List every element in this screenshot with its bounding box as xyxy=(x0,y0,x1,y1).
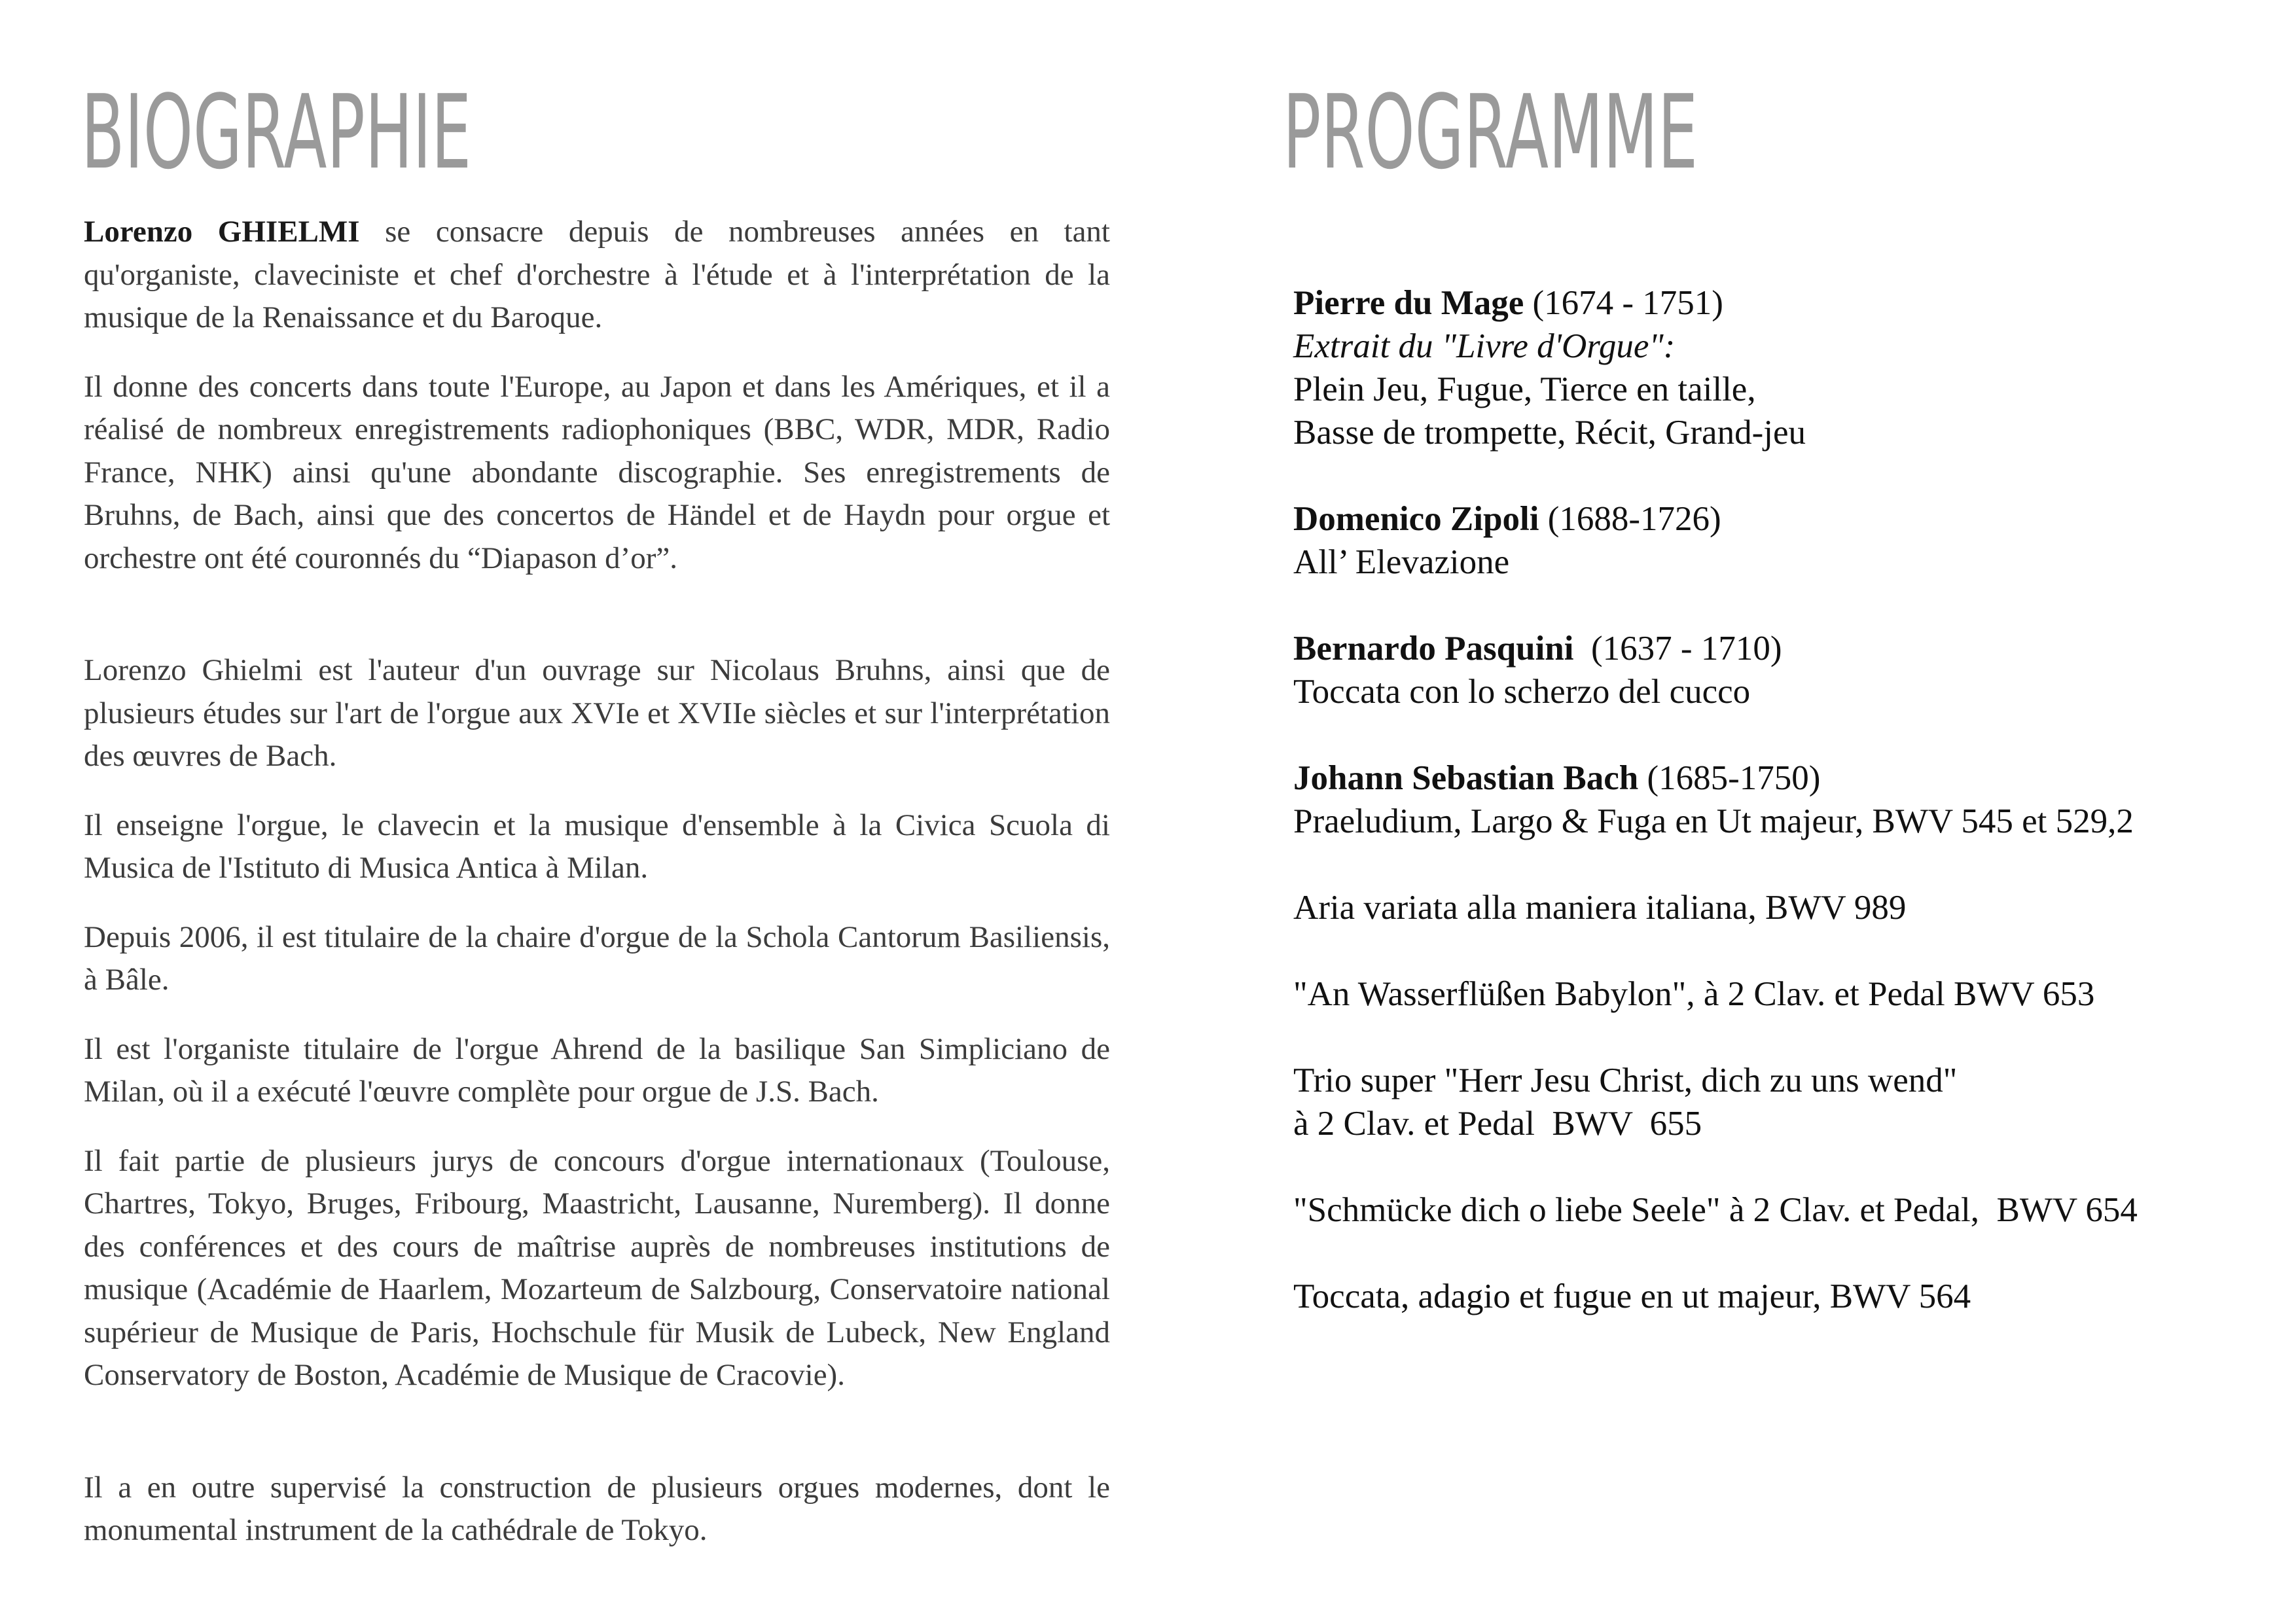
programme-work: à 2 Clav. et Pedal BWV 655 xyxy=(1293,1105,1702,1143)
programme-composer-line xyxy=(1293,627,2262,670)
programme-item-bach-989 xyxy=(1293,886,2262,929)
composer-dates: (1674 - 1751) xyxy=(1524,284,1723,322)
composer-name: Pierre du Mage xyxy=(1293,284,1524,322)
biographie-text xyxy=(84,211,1110,1578)
programme-work: All’ Elevazione xyxy=(1293,543,1510,581)
programme-item-bach-654 xyxy=(1293,1188,2262,1232)
programme-heading: PROGRAMME xyxy=(1283,73,1698,192)
bio-paragraph-teaching: Il enseigne l'orgue, le clavecin et la musique d'ensemble à la Civica Scuola di Musica de l'Istituto di Musica Antica à Milan. xyxy=(84,808,1110,885)
programme-work: Basse de trompette, Récit, Grand-jeu xyxy=(1293,414,1806,452)
programme-work: Trio super "Herr Jesu Christ, dich zu uns wend" xyxy=(1293,1061,1958,1099)
composer-dates: (1688-1726) xyxy=(1539,500,1721,538)
programme-composer-line xyxy=(1293,497,2262,541)
bio-paragraph-intro xyxy=(84,211,1110,340)
composer-dates: (1685-1750) xyxy=(1638,759,1821,797)
programme-work: Plein Jeu, Fugue, Tierce en taille, xyxy=(1293,370,1756,408)
biographie-heading: BIOGRAPHIE xyxy=(81,73,472,192)
composer-name: Bernardo Pasquini xyxy=(1293,630,1574,668)
bio-intro-text: se consacre depuis de nombreuses années en tant qu'organiste, claveciniste et chef d'orchestre à l'étude et à l'interprétation de la musique de la Renaissance et du Baroque. xyxy=(84,215,1110,334)
bio-paragraph-publications: Lorenzo Ghielmi est l'auteur d'un ouvrage sur Nicolaus Bruhns, ainsi que de plusieurs études sur l'art de l'orgue aux XVIe et XVIIe siècles et sur l'interprétation des œuvres de Bach. xyxy=(84,653,1110,773)
programme-item-bach xyxy=(1293,757,2262,843)
programme-composer-line xyxy=(1293,281,2262,325)
composer-dates: (1637 - 1710) xyxy=(1573,630,1782,668)
programme-item-bach-564 xyxy=(1293,1275,2262,1318)
composer-name: Domenico Zipoli xyxy=(1293,500,1539,538)
programme-work-subtitle: Extrait du "Livre d'Orgue": xyxy=(1293,327,1676,365)
composer-name: Johann Sebastian Bach xyxy=(1293,759,1639,797)
programme-work: Praeludium, Largo & Fuga en Ut majeur, BWV 545 et 529,2 xyxy=(1293,802,2134,840)
programme-item-zipoli xyxy=(1293,497,2262,584)
programme-item-bach-655 xyxy=(1293,1059,2262,1145)
bio-paragraph-juries: Il fait partie de plusieurs jurys de concours d'orgue internationaux (Toulouse, Chartres, Tokyo, Bruges, Fribourg, Maastricht, Lausanne, Nuremberg). Il donne des conférences et des cours de maîtrise auprès de nombreuses institutions de musique (Académie de Haarlem, Mozarteum de Salzbourg, Conservatoire national supérieur de Musique de Paris, Hochschule für Musik de Lubeck, New England Conservatory de Boston, Académie de Musique de Cracovie). xyxy=(84,1143,1110,1392)
programme-item-du-mage xyxy=(1293,281,2262,454)
programme-composer-line xyxy=(1293,757,2262,800)
programme-work: "An Wasserflüßen Babylon", à 2 Clav. et Pedal BWV 653 xyxy=(1293,975,2095,1013)
bio-paragraph-concerts: Il donne des concerts dans toute l'Europe, au Japon et dans les Amériques, et il a réalisé de nombreux enregistrements radiophoniques (BBC, WDR, MDR, Radio France, NHK) ainsi qu'une abondante discographie. Ses enregistrements de Bruhns, de Bach, ainsi que des concertos de Händel et de Haydn pour orgue et orchestre ont été couronnés du “Diapason d’or”. xyxy=(84,369,1110,575)
programme-item-pasquini xyxy=(1293,627,2262,713)
bio-paragraph-organs: Il a en outre supervisé la construction de plusieurs orgues modernes, dont le monumental instrument de la cathédrale de Tokyo. xyxy=(84,1470,1110,1547)
programme-work: "Schmücke dich o liebe Seele" à 2 Clav. et Pedal, BWV 654 xyxy=(1293,1191,2138,1229)
artist-name: Lorenzo GHIELMI xyxy=(84,215,360,249)
programme-item-bach-653 xyxy=(1293,972,2262,1016)
programme-work: Aria variata alla maniera italiana, BWV 989 xyxy=(1293,889,1907,927)
bio-paragraph-milan: Il est l'organiste titulaire de l'orgue Ahrend de la basilique San Simpliciano de Milan, où il a exécuté l'œuvre complète pour orgue de J.S. Bach. xyxy=(84,1031,1110,1109)
bio-paragraph-basel: Depuis 2006, il est titulaire de la chaire d'orgue de la Schola Cantorum Basiliensis, à Bâle. xyxy=(84,919,1110,997)
programme-work: Toccata, adagio et fugue en ut majeur, BWV 564 xyxy=(1293,1277,1971,1315)
programme-list xyxy=(1293,281,2262,1361)
programme-work: Toccata con lo scherzo del cucco xyxy=(1293,673,1751,711)
